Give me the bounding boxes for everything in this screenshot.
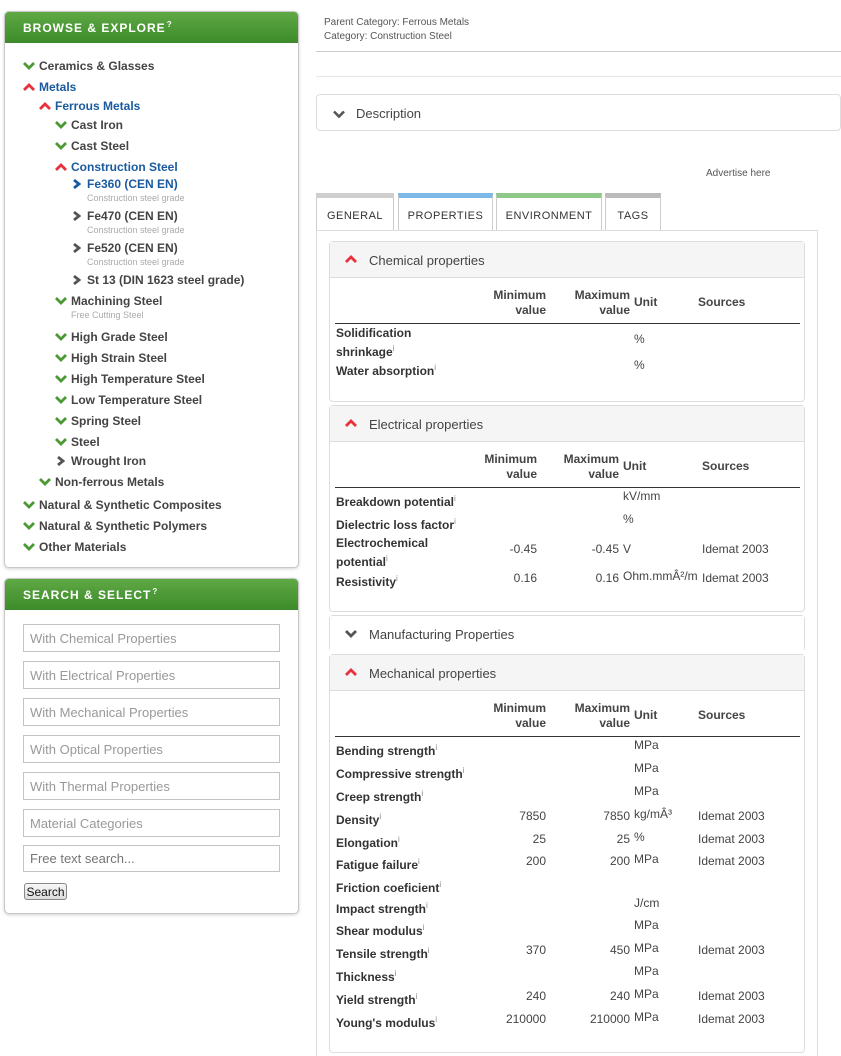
- chevron-right-icon: [71, 243, 83, 253]
- chevron-down-icon: [39, 477, 51, 487]
- chevron-right-icon: [71, 211, 83, 221]
- tree-item-label: Low Temperature Steel: [71, 393, 203, 407]
- unit-value: MPa: [634, 738, 659, 752]
- property-name[interactable]: Density$^i$: [336, 812, 382, 827]
- chevron-up-icon: [345, 254, 357, 264]
- tree-item-subtitle: Free Cutting Steel: [71, 310, 144, 320]
- tree-item-label: Wrought Iron: [71, 454, 147, 468]
- chevron-down-icon: [55, 374, 67, 384]
- chevron-down-icon: [23, 61, 35, 71]
- tree-item[interactable]: [55, 372, 205, 386]
- property-name[interactable]: Bending strength$^i$: [336, 743, 438, 758]
- chevron-right-icon: [71, 179, 83, 189]
- property-name[interactable]: Fatigue failure$^i$: [336, 857, 420, 872]
- max-value-header: Maximum value: [574, 701, 630, 730]
- search-help-icon[interactable]: ?: [152, 587, 159, 596]
- tree-item-label: Ceramics & Glasses: [39, 59, 155, 73]
- chevron-down-icon: [345, 629, 357, 639]
- max-value-header: Maximum value: [574, 288, 630, 317]
- source-value: Idemat 2003: [698, 989, 765, 1003]
- property-name[interactable]: Impact strength$^i$: [336, 901, 428, 916]
- tree-item-subtitle: Construction steel grade: [87, 257, 185, 267]
- chemical-properties-section: [329, 241, 805, 402]
- tree-item[interactable]: [23, 80, 76, 94]
- tree-item[interactable]: [71, 209, 178, 223]
- info-icon[interactable]: i: [462, 766, 465, 775]
- tree-item[interactable]: [71, 241, 178, 255]
- tree-item-label: St 13 (DIN 1623 steel grade): [87, 273, 245, 287]
- tree-item-label: Spring Steel: [71, 414, 142, 428]
- unit-value: Ohm.mmÂ²/m: [623, 569, 698, 583]
- chevron-down-icon: [55, 416, 67, 426]
- unit-value: MPa: [634, 784, 659, 798]
- unit-header: Unit: [634, 295, 658, 309]
- source-value: Idemat 2003: [698, 809, 765, 823]
- unit-value: %: [634, 358, 645, 372]
- electrical-section-title: Electrical properties: [369, 417, 484, 432]
- info-icon[interactable]: i: [422, 923, 425, 932]
- min-value-header: Minimum value: [493, 288, 546, 317]
- chevron-up-icon: [55, 162, 67, 172]
- manufacturing-section-title: Manufacturing Properties: [369, 627, 515, 642]
- unit-value: J/cm: [634, 896, 660, 910]
- max-value: 450: [609, 943, 630, 957]
- category-breadcrumb: Category: Construction Steel: [324, 31, 452, 42]
- tree-item-label: Fe360 (CEN EN): [87, 177, 178, 191]
- tree-item-label: Metals: [39, 80, 77, 94]
- browse-panel-title: BROWSE & EXPLORE: [23, 21, 166, 35]
- property-name[interactable]: Tensile strength$^i$: [336, 946, 430, 961]
- chemical-section-title: Chemical properties: [369, 253, 485, 268]
- tree-item[interactable]: [55, 393, 202, 407]
- max-value: 240: [609, 989, 630, 1003]
- info-icon[interactable]: i: [435, 743, 438, 752]
- source-value: Idemat 2003: [698, 832, 765, 846]
- advertise-link[interactable]: Advertise here: [706, 168, 771, 179]
- min-value: -0.45: [509, 542, 537, 556]
- unit-value: MPa: [634, 964, 659, 978]
- search-panel-header: [5, 579, 298, 610]
- max-value: 210000: [589, 1012, 630, 1026]
- property-name[interactable]: Breakdown potential$^i$: [336, 494, 456, 509]
- property-name[interactable]: Shear modulus$^i$: [336, 923, 425, 938]
- unit-value: MPa: [634, 1010, 659, 1024]
- min-value: 200: [525, 854, 546, 868]
- property-name[interactable]: Solidification shrinkage$^i$: [336, 326, 412, 359]
- electrical-properties-select[interactable]: With Electrical Properties: [23, 661, 280, 689]
- unit-value: MPa: [634, 918, 659, 932]
- sources-header: Sources: [698, 295, 746, 309]
- tree-item[interactable]: [55, 414, 141, 428]
- tree-item[interactable]: [71, 273, 244, 287]
- min-value-header: Minimum value: [493, 701, 546, 730]
- max-value: 200: [609, 854, 630, 868]
- tree-item-label: High Grade Steel: [71, 330, 168, 344]
- tree-item-label: Non-ferrous Metals: [55, 475, 165, 489]
- tab-general[interactable]: GENERAL: [316, 193, 394, 231]
- search-panel-title: SEARCH & SELECT: [23, 588, 152, 602]
- unit-header: Unit: [634, 708, 658, 722]
- source-value: Idemat 2003: [702, 571, 769, 585]
- property-name[interactable]: Electrochemical potential$^i$: [336, 536, 429, 569]
- info-icon[interactable]: i: [421, 789, 424, 798]
- tree-item[interactable]: [23, 59, 154, 73]
- tree-item-label: High Temperature Steel: [71, 372, 205, 386]
- mechanical-properties-select[interactable]: With Mechanical Properties: [23, 698, 280, 726]
- manufacturing-properties-section[interactable]: [329, 615, 805, 652]
- tree-item-label: Natural & Synthetic Polymers: [39, 519, 208, 533]
- optical-properties-select[interactable]: With Optical Properties: [23, 735, 280, 763]
- chemical-section-header[interactable]: [330, 242, 804, 278]
- info-icon[interactable]: i: [386, 554, 388, 563]
- source-value: Idemat 2003: [702, 542, 769, 556]
- min-value: 370: [525, 943, 546, 957]
- tree-item[interactable]: [55, 435, 100, 449]
- source-value: Idemat 2003: [698, 854, 765, 868]
- unit-value: MPa: [634, 941, 659, 955]
- mechanical-section-header[interactable]: [330, 655, 804, 691]
- property-name[interactable]: Resistivity$^i$: [336, 574, 398, 589]
- chevron-down-icon: [23, 542, 35, 552]
- info-icon[interactable]: i: [454, 517, 456, 526]
- tree-item[interactable]: [23, 498, 222, 512]
- unit-value: kV/mm: [623, 489, 661, 503]
- chevron-up-icon: [345, 418, 357, 428]
- tree-item[interactable]: [55, 294, 162, 308]
- info-icon[interactable]: i: [394, 969, 397, 978]
- table-header-rule: [335, 487, 800, 488]
- property-name[interactable]: Thickness$^i$: [336, 969, 397, 984]
- property-name[interactable]: Water absorption$^i$: [336, 363, 437, 378]
- mechanical-properties-section: [329, 654, 805, 1053]
- tree-item-label: Machining Steel: [71, 294, 163, 308]
- info-icon[interactable]: i: [415, 992, 418, 1001]
- unit-value: MPa: [634, 852, 659, 866]
- search-button[interactable]: Search: [24, 883, 67, 900]
- tree-item-label: Natural & Synthetic Composites: [39, 498, 222, 512]
- chevron-down-icon: [55, 296, 67, 306]
- chevron-down-icon: [55, 353, 67, 363]
- max-value: 0.16: [595, 571, 619, 585]
- unit-value: %: [634, 830, 645, 844]
- source-value: Idemat 2003: [698, 943, 765, 957]
- tree-item[interactable]: [39, 475, 164, 489]
- chemical-properties-select[interactable]: With Chemical Properties: [23, 624, 280, 652]
- info-icon[interactable]: i: [439, 880, 442, 889]
- chevron-up-icon: [23, 82, 35, 92]
- table-header-rule: [335, 323, 800, 324]
- browse-help-icon[interactable]: ?: [166, 20, 173, 29]
- chevron-down-icon: [55, 332, 67, 342]
- info-icon[interactable]: i: [434, 363, 437, 372]
- property-name[interactable]: Friction coeficient$^i$: [336, 880, 442, 895]
- chevron-down-icon: [55, 395, 67, 405]
- description-accordion[interactable]: [316, 94, 841, 131]
- tree-item-subtitle: Construction steel grade: [87, 225, 185, 235]
- tree-item[interactable]: [39, 99, 140, 113]
- material-categories-select[interactable]: Material Categories: [23, 809, 280, 837]
- tree-item[interactable]: [55, 454, 146, 468]
- chevron-down-icon: [23, 521, 35, 531]
- info-icon[interactable]: i: [398, 835, 400, 844]
- browse-panel-header: [5, 12, 298, 43]
- unit-value: %: [634, 332, 645, 346]
- free-text-search-input[interactable]: [23, 845, 280, 872]
- tree-item[interactable]: [55, 160, 178, 174]
- sources-header: Sources: [702, 459, 750, 473]
- chevron-down-icon: [55, 120, 67, 130]
- min-value: 240: [525, 989, 546, 1003]
- min-value: 0.16: [513, 571, 537, 585]
- manufacturing-section-header[interactable]: [330, 616, 804, 652]
- tab-environment[interactable]: ENVIRONMENT: [496, 193, 602, 231]
- source-value: Idemat 2003: [698, 1012, 765, 1026]
- info-icon[interactable]: i: [435, 1015, 438, 1024]
- property-name[interactable]: Dielectric loss factor$^i$: [336, 517, 456, 532]
- info-icon[interactable]: i: [396, 574, 398, 583]
- property-name[interactable]: Young's modulus$^i$: [336, 1015, 438, 1030]
- unit-value: kg/mÂ³: [634, 807, 673, 821]
- description-label: Description: [356, 106, 422, 121]
- chevron-up-icon: [39, 101, 51, 111]
- divider: [316, 51, 841, 52]
- unit-value: MPa: [634, 761, 659, 775]
- min-value: 210000: [505, 1012, 546, 1026]
- min-value: 7850: [519, 809, 546, 823]
- electrical-section-header[interactable]: [330, 406, 804, 442]
- search-select-panel: [4, 578, 299, 914]
- tree-item-label: Other Materials: [39, 540, 127, 554]
- tab-tags[interactable]: TAGS: [605, 193, 661, 231]
- min-value: 25: [532, 832, 546, 846]
- electrical-properties-section: [329, 405, 805, 612]
- property-name[interactable]: Elongation$^i$: [336, 835, 400, 850]
- chevron-right-icon: [71, 275, 83, 285]
- tree-item-label: Fe520 (CEN EN): [87, 241, 178, 255]
- info-icon[interactable]: i: [427, 946, 430, 955]
- tree-item[interactable]: [71, 177, 178, 191]
- tree-item[interactable]: [55, 351, 167, 365]
- max-value: -0.45: [591, 542, 619, 556]
- property-name[interactable]: Creep strength$^i$: [336, 789, 424, 804]
- unit-header: Unit: [623, 459, 647, 473]
- tree-item-label: Steel: [71, 435, 100, 449]
- chevron-down-icon: [55, 437, 67, 447]
- property-name[interactable]: Yield strength$^i$: [336, 992, 418, 1007]
- min-value-header: Minimum value: [484, 452, 537, 481]
- tree-item[interactable]: [55, 330, 168, 344]
- tree-item-label: Fe470 (CEN EN): [87, 209, 178, 223]
- max-value: 7850: [603, 809, 630, 823]
- thermal-properties-select[interactable]: With Thermal Properties: [23, 772, 280, 800]
- tree-item-label: High Strain Steel: [71, 351, 168, 365]
- tree-item[interactable]: [55, 118, 123, 132]
- property-name[interactable]: Compressive strength$^i$: [336, 766, 465, 781]
- tree-item[interactable]: [23, 540, 126, 554]
- tree-item-label: Construction Steel: [71, 160, 178, 174]
- chevron-up-icon: [345, 667, 357, 677]
- unit-value: MPa: [634, 987, 659, 1001]
- tree-item-label: Cast Steel: [71, 139, 130, 153]
- chevron-down-icon: [55, 141, 67, 151]
- chevron-down-icon: [23, 500, 35, 510]
- unit-value: %: [623, 512, 634, 526]
- info-icon[interactable]: i: [426, 901, 428, 910]
- chevron-down-icon: [333, 110, 345, 119]
- info-icon[interactable]: i: [454, 494, 456, 503]
- chevron-right-icon: [55, 456, 67, 466]
- max-value-header: Maximum value: [563, 452, 619, 481]
- info-icon[interactable]: i: [379, 812, 382, 821]
- tree-item[interactable]: [55, 139, 129, 153]
- tab-properties[interactable]: PROPERTIES: [398, 193, 493, 232]
- tree-item[interactable]: [23, 519, 207, 533]
- tree-item-subtitle: Construction steel grade: [87, 193, 185, 203]
- tree-item-label: Ferrous Metals: [55, 99, 141, 113]
- max-value: 25: [616, 832, 630, 846]
- divider: [316, 76, 841, 77]
- info-icon[interactable]: i: [418, 857, 420, 866]
- sources-header: Sources: [698, 708, 746, 722]
- mechanical-section-title: Mechanical properties: [369, 666, 497, 681]
- browse-explore-panel: [4, 11, 299, 568]
- unit-value: V: [623, 542, 632, 556]
- parent-category-breadcrumb: Parent Category: Ferrous Metals: [324, 17, 470, 28]
- table-header-rule: [335, 736, 800, 737]
- info-icon[interactable]: i: [392, 344, 395, 353]
- tree-item-label: Cast Iron: [71, 118, 124, 132]
